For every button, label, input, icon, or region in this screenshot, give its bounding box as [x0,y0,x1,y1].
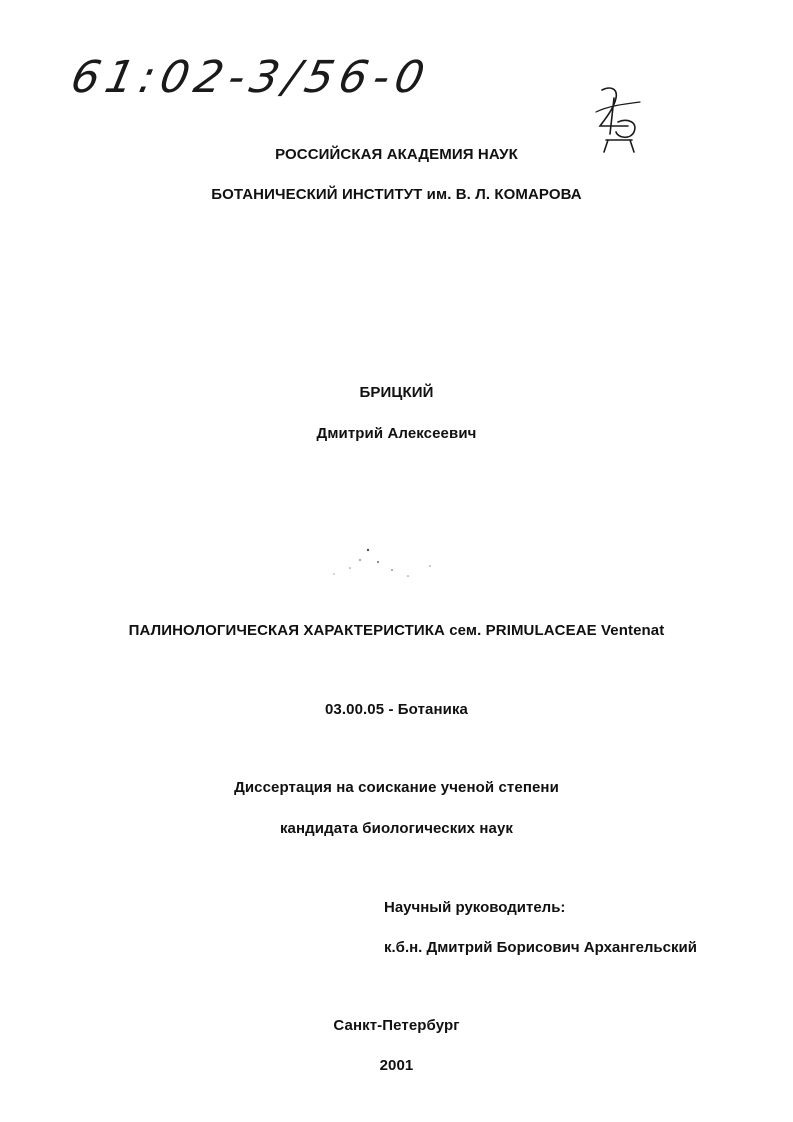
city: Санкт-Петербург [333,1017,460,1034]
degree-line-1: Диссертация на соискание ученой степени [234,779,559,796]
supervisor-label: Научный руководитель: [384,899,566,916]
year: 2001 [379,1057,414,1074]
institute-name: БОТАНИЧЕСКИЙ ИНСТИТУТ им. В. Л. КОМАРОВА [211,186,582,203]
specialty-code: 03.00.05 - Ботаника [324,701,468,718]
academy-name: РОССИЙСКАЯ АКАДЕМИЯ НАУК [275,146,518,163]
author-given-names: Дмитрий Алексеевич [316,425,477,442]
dissertation-title: ПАЛИНОЛОГИЧЕСКАЯ ХАРАКТЕРИСТИКА сем. PRIMULACEAE Ventenat [128,622,665,639]
handwritten-archive-code: 61:02-3/56-0 [66,52,435,103]
scan-specks [320,540,450,590]
supervisor-name: к.б.н. Дмитрий Борисович Архангельский [384,939,697,956]
author-surname: БРИЦКИЙ [359,384,434,401]
degree-line-2: кандидата биологических наук [279,820,514,837]
